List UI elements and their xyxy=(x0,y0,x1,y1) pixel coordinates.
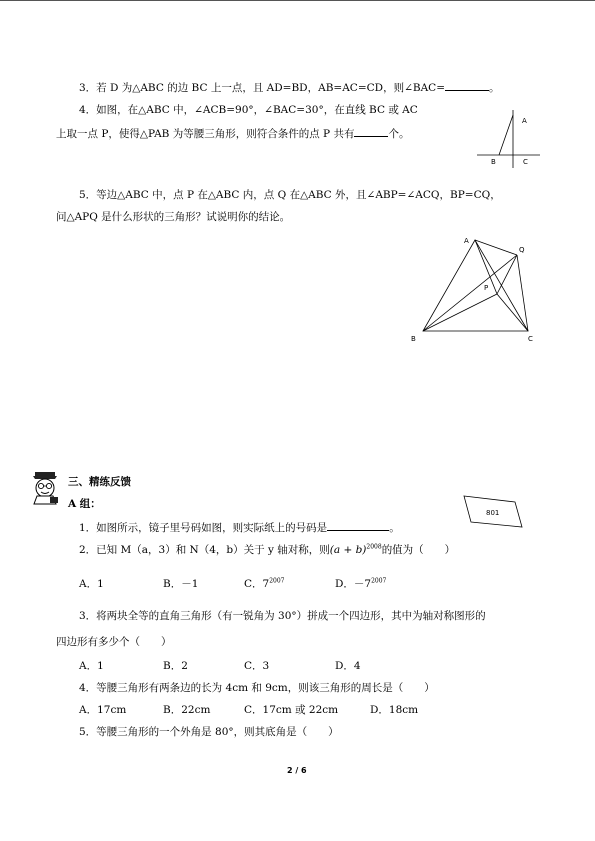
feedback-1: 1．如图所示，镜子里号码如图，则实际纸上的号码是 。 xyxy=(79,519,400,535)
figure-label-q: Q xyxy=(519,246,525,254)
option-b: B．22cm xyxy=(163,704,211,716)
section-title: 三、精练反馈 xyxy=(68,476,131,488)
option-a: A．1 xyxy=(79,578,104,590)
feedback-5: 5．等腰三角形的一个外角是 80°，则其底角是（ ） xyxy=(79,726,339,738)
power-expression: $(a + b)^{2008}$ xyxy=(329,543,382,556)
option-b: B．2 xyxy=(163,660,188,672)
question-5-line2: 问△APQ 是什么形状的三角形？试说明你的结论。 xyxy=(56,211,291,223)
cartoon-student-icon xyxy=(30,470,62,506)
figure-label-a: A xyxy=(464,237,469,245)
answer-blank xyxy=(354,125,388,137)
question-4-line1: 4．如图，在△ABC 中，∠ACB=90°，∠BAC=30°，在直线 BC 或 AC xyxy=(79,104,418,116)
figure-label-b: B xyxy=(411,335,416,343)
answer-blank xyxy=(327,519,389,531)
question-3-text: 3．若 D 为△ABC 的边 BC 上一点，且 AD=BD，AB=AC=CD，则∠BAC= xyxy=(79,82,445,94)
option-d: D．$-7^{2007}$ xyxy=(335,577,387,590)
feedback-4: 4．等腰三角形有两条边的长为 4cm 和 9cm，则该三角形的周长是（ ） xyxy=(79,682,435,694)
header-rule xyxy=(0,0,595,1)
option-c: C．17cm 或 22cm xyxy=(244,704,339,716)
answer-blank xyxy=(445,79,489,91)
question-4-line2: 上取一点 P，使得△PAB 为等腰三角形，则符合条件的点 P 共有 个。 xyxy=(56,125,409,141)
group-label: A 组： xyxy=(68,498,101,510)
figure-label-c: C xyxy=(523,158,528,166)
page-number: 2 / 6 xyxy=(287,766,307,775)
right-triangle-figure xyxy=(470,105,540,175)
feedback-3-line1: 3．将两块全等的直角三角形（有一锐角为 30°）拼成一个四边形，其中为轴对称图形的 xyxy=(79,610,486,622)
feedback-2: 2．已知 M（a，3）和 N（4，b）关于 y 轴对称，则$(a + b)^{2008}$的值为（ ） xyxy=(79,543,456,556)
option-a: A．17cm xyxy=(79,704,127,716)
figure-label-a: A xyxy=(522,117,527,125)
option-d: D．4 xyxy=(335,660,361,672)
question-5-line1: 5．等边△ABC 中，点 P 在△ABC 内，点 Q 在△ABC 外，且∠ABP=∠ACQ，BP=CQ， xyxy=(79,189,501,201)
figure-label-c: C xyxy=(528,335,533,343)
option-b: B．－1 xyxy=(163,578,199,590)
figure-label-p: P xyxy=(484,284,489,292)
equilateral-triangle-figure xyxy=(405,232,545,347)
figure-label-b: B xyxy=(491,158,496,166)
mirror-number-figure xyxy=(462,493,524,531)
option-a: A．1 xyxy=(79,660,104,672)
mirror-number: 801 xyxy=(486,509,500,517)
option-c: C．$7^{2007}$ xyxy=(244,577,285,590)
question-3: 3．若 D 为△ABC 的边 BC 上一点，且 AD=BD，AB=AC=CD，则∠BAC= 。 xyxy=(79,79,500,95)
option-c: C．3 xyxy=(244,660,270,672)
feedback-3-line2: 四边形有多少个（ ） xyxy=(56,636,172,648)
option-d: D．18cm xyxy=(370,704,419,716)
